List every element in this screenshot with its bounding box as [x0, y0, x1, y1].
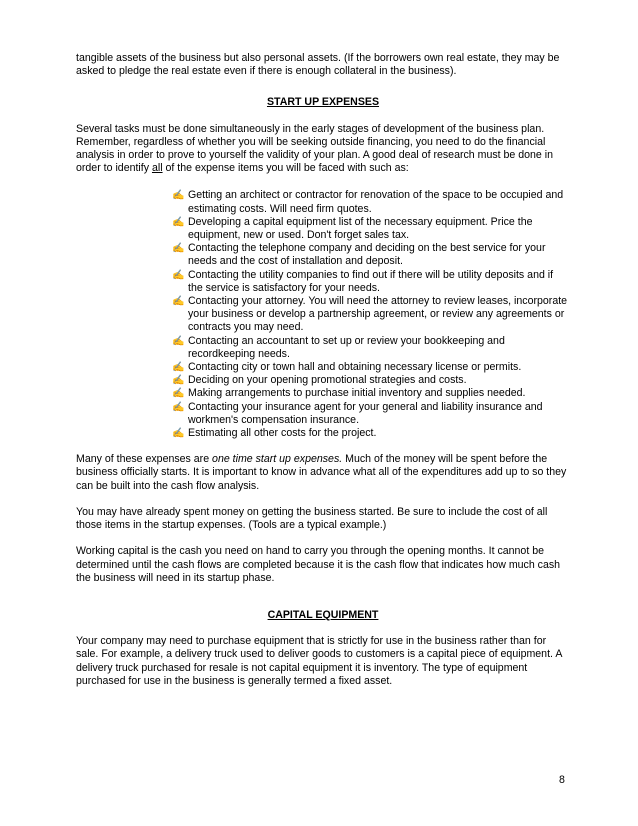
writing-hand-icon: ✍ — [172, 296, 185, 308]
list-item — [172, 335, 570, 361]
startup-expenses-heading: START UP EXPENSES — [266, 96, 380, 109]
list-item — [172, 216, 570, 242]
capital-equipment-paragraph: Your company may need to purchase equipment that is strictly for use in the business rather than for sale. For example, a delivery truck used to deliver goods to customers is a capital piece of equipment. A delivery truck purchased for resale is not capital equipment it is inventory. The type of equipment purchased for use in the business is generally termed a fixed asset. — [76, 635, 562, 687]
writing-hand-icon: ✍ — [172, 190, 185, 202]
paragraph-text: Many of these expenses are — [76, 453, 213, 466]
capital-equipment-heading: CAPITAL EQUIPMENT — [267, 608, 379, 621]
list-item-text: Deciding on your opening promotional strategies and costs. — [188, 374, 467, 387]
writing-hand-icon: ✍ — [172, 375, 185, 387]
list-item — [172, 242, 570, 268]
list-item — [172, 387, 570, 400]
spent-money-paragraph: You may have already spent money on getting the business started. Be sure to include the cost of all those items in the startup expenses. (Tools are a typical example.) — [76, 505, 548, 532]
one-time-expenses-paragraph — [76, 453, 570, 493]
list-item-text: Developing a capital equipment list of the necessary equipment. Price the equipment, new or used. Don't forget sales tax. — [188, 215, 533, 242]
list-item-text: Contacting the utility companies to find out if there will be utility deposits and if the service is satisfactory for your needs. — [188, 268, 554, 294]
list-item-text: Getting an architect or contractor for renovation of the space to be occupied and estimating costs. Will need firm quotes. — [188, 189, 564, 215]
list-item-text: Contacting your insurance agent for your general and liability insurance and workmen's compensation insurance. — [188, 400, 543, 426]
expense-task-list — [172, 189, 570, 440]
document-page — [76, 52, 570, 688]
writing-hand-icon: ✍ — [172, 388, 185, 400]
list-item-text: Contacting the telephone company and deciding on the best service for your needs and the cost of installation and deposit. — [188, 242, 546, 268]
writing-hand-icon: ✍ — [172, 243, 185, 255]
writing-hand-icon: ✍ — [172, 335, 185, 347]
list-item — [172, 427, 570, 440]
list-item-text: Estimating all other costs for the project. — [188, 427, 377, 440]
paragraph-text-end: Much of the money will be spent before the business officially starts. It is important to know in advance what all of the expenditures add up to so they can be built into the cash flow analysis. — [76, 453, 567, 492]
writing-hand-icon: ✍ — [172, 401, 185, 413]
writing-hand-icon: ✍ — [172, 216, 185, 228]
list-item — [172, 361, 570, 374]
underlined-word: all — [151, 162, 163, 175]
startup-intro-paragraph — [76, 123, 570, 176]
page-number: 8 — [559, 774, 565, 786]
list-item — [172, 374, 570, 387]
list-item-text: Contacting an accountant to set up or review your bookkeeping and recordkeeping needs. — [188, 334, 505, 360]
list-item — [172, 401, 570, 427]
italic-phrase: one time start up expenses. — [212, 453, 343, 466]
writing-hand-icon: ✍ — [172, 362, 185, 374]
list-item-text: Making arrangements to purchase initial inventory and supplies needed. — [188, 387, 526, 400]
intro-paragraph: tangible assets of the business but also personal assets. (If the borrowers own real estate, they may be asked to pledge the real estate even if there is enough collateral in the business). — [76, 52, 560, 78]
list-item — [172, 189, 570, 215]
startup-intro-text-end: of the expense items you will be faced with such as: — [162, 162, 409, 175]
startup-intro-text: Several tasks must be done simultaneously in the early stages of development of the business plan. Remember, regardless of whether you will be seeking outside financing, you need to do the financial analysis in order to prove to yourself the validity of your plan. A good deal of research must be done in order to identify — [76, 122, 553, 175]
writing-hand-icon: ✍ — [172, 269, 185, 281]
list-item — [172, 295, 570, 335]
working-capital-paragraph: Working capital is the cash you need on hand to carry you through the opening months. It cannot be determined until the cash flows are completed because it is the cash flow that indicates how much cash the business will need in its startup phase. — [76, 545, 561, 584]
list-item-text: Contacting your attorney. You will need the attorney to review leases, incorporate your business or develop a partnership agreement, or review any agreements or contracts you may need. — [188, 295, 568, 334]
list-item-text: Contacting city or town hall and obtaining necessary license or permits. — [188, 361, 522, 374]
list-item — [172, 269, 570, 295]
writing-hand-icon: ✍ — [172, 428, 185, 440]
